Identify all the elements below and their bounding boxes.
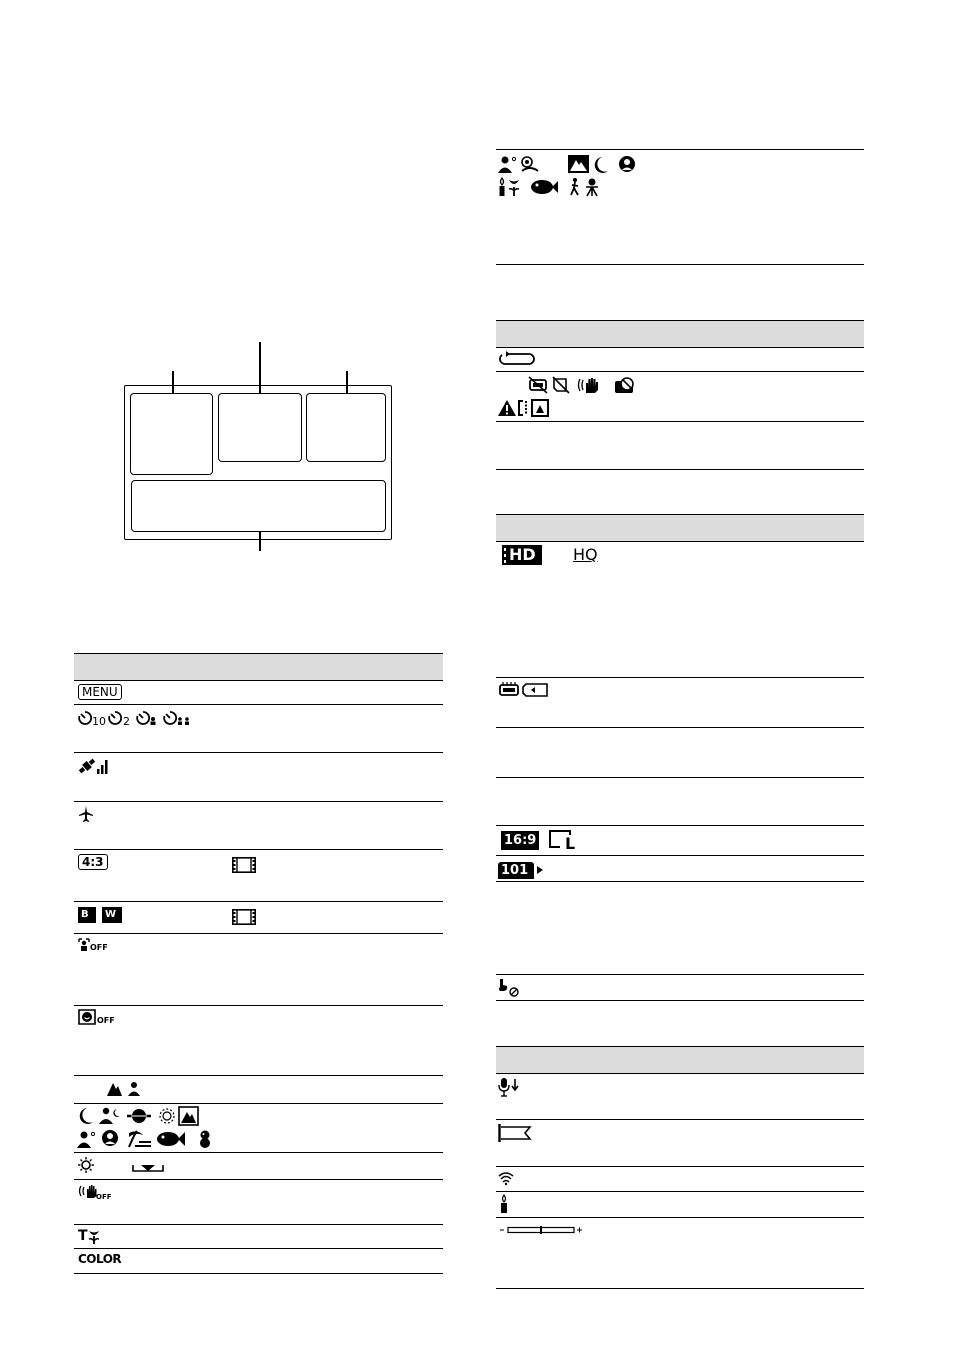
wind-filter-icon — [498, 1124, 532, 1142]
aspect-16-9-icon: 16:9 — [501, 831, 539, 850]
self-timer-2-icon — [108, 711, 122, 725]
area-center — [218, 393, 302, 462]
warning-icons-row-1 — [529, 376, 641, 394]
white-balance-icons — [78, 1157, 168, 1175]
gps-signal-icon — [78, 757, 110, 775]
hd-quality-label: HD — [509, 545, 536, 564]
scene-icons-right-row-1 — [498, 154, 640, 174]
right-table-3-header — [496, 515, 864, 541]
aspect-4-3-icon: 4:3 — [78, 854, 108, 870]
self-timer-10-label: 10 — [92, 715, 106, 728]
color-label: COLOR — [78, 1252, 122, 1266]
tele-macro-label: T — [78, 1228, 88, 1244]
menu-icon: MENU — [78, 684, 122, 700]
face-detection-off-icon — [78, 938, 90, 952]
scene-icons-row-1 — [77, 1106, 213, 1126]
hq-quality-label: HQ — [573, 545, 598, 564]
wifi-signal-icon — [498, 1171, 514, 1185]
exposure-slider-icon — [500, 1224, 584, 1236]
area-right — [306, 393, 386, 462]
airplane-icon — [79, 806, 93, 822]
image-size-l-label: L — [565, 834, 576, 853]
folder-arrow-icon — [537, 866, 543, 874]
smile-shutter-off-label: OFF — [97, 1016, 115, 1025]
smile-shutter-off-icon — [78, 1009, 96, 1025]
leader-line-bottom — [259, 532, 261, 551]
steadyshot-off-label: OFF — [96, 1193, 112, 1201]
leader-line-center — [259, 342, 261, 393]
self-timer-smile-icon — [136, 711, 158, 725]
film-icon-2 — [232, 909, 256, 925]
landscape-portrait-icons — [107, 1080, 141, 1096]
scene-icons-right-row-2 — [498, 177, 602, 197]
mic-level-icon — [498, 1077, 520, 1097]
folder-101-icon: 101 — [498, 862, 534, 879]
media-memory-icons — [498, 682, 550, 698]
area-left — [130, 393, 213, 475]
hd-quality-icon — [502, 545, 542, 565]
leader-line-left — [172, 371, 174, 393]
candle-icon — [500, 1195, 508, 1213]
touch-disabled-icon — [498, 979, 522, 997]
w-icon: W — [102, 907, 122, 923]
area-bottom — [131, 480, 386, 532]
self-timer-10-icon — [78, 711, 92, 725]
tele-macro-icon — [88, 1230, 100, 1244]
self-timer-2-label: 2 — [123, 715, 130, 728]
face-detection-off-label: OFF — [90, 943, 108, 952]
right-table-4-header — [496, 1047, 864, 1073]
left-table-header — [74, 654, 443, 680]
demo-mode-loop-icon — [498, 351, 536, 367]
b-icon: B — [78, 907, 96, 923]
leader-line-right — [346, 371, 348, 393]
film-icon — [232, 857, 256, 873]
warning-icons-row-2 — [498, 399, 554, 417]
self-timer-group-icon — [163, 711, 193, 725]
scene-icons-row-2 — [77, 1129, 217, 1149]
right-table-2-header — [496, 321, 864, 347]
